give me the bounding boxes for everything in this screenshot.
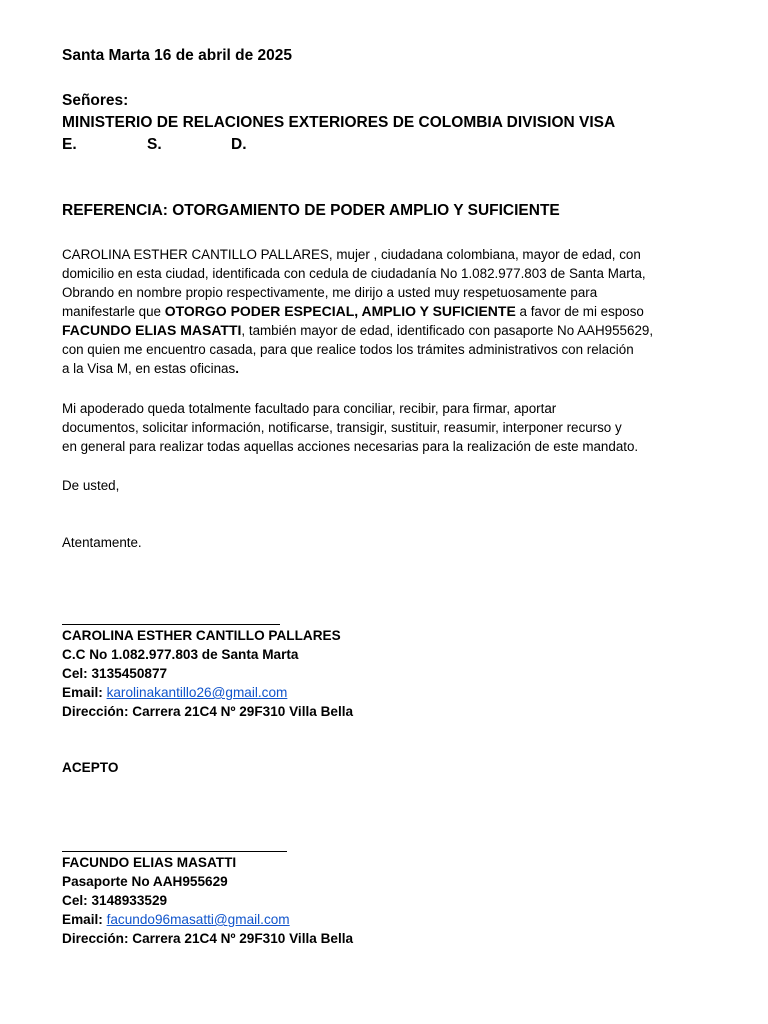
p1-text: , también mayor de edad, identificado con pasaporte No AAH955629, [241, 323, 654, 338]
signer-1-address: Dirección: Carrera 21C4 Nº 29F310 Villa Bella [62, 704, 354, 719]
email-label: Email: [62, 912, 107, 927]
paragraph-1 [62, 245, 672, 378]
esd-s: S. [147, 136, 162, 153]
p1-text: a favor de mi esposo [515, 304, 644, 319]
signer-2-name: FACUNDO ELIAS MASATTI [62, 855, 237, 870]
p1-line [62, 302, 672, 321]
p1-text: manifestarle que [62, 304, 165, 319]
recipient: MINISTERIO DE RELACIONES EXTERIORES DE COLOMBIA DIVISION VISA [62, 114, 616, 131]
p1-line [62, 359, 672, 378]
grant-phrase: OTORGO PODER ESPECIAL, AMPLIO Y SUFICIENTE [164, 303, 516, 319]
p2-line: en general para realizar todas aquellas acciones necesarias para la realización de este mandato. [62, 439, 639, 454]
signature-line-1 [62, 624, 280, 625]
p1-period: . [235, 361, 239, 376]
signer-2-address: Dirección: Carrera 21C4 Nº 29F310 Villa Bella [62, 931, 354, 946]
p1-line: domicilio en esta ciudad, identificada con cedula de ciudadanía No 1.082.977.803 de Santa Marta, [62, 266, 646, 281]
p1-text: a la Visa M, en estas oficinas [62, 361, 236, 376]
closing-sincerely: Atentamente. [62, 535, 142, 550]
signer-2-email-link[interactable]: facundo96masatti@gmail.com [106, 912, 290, 927]
p1-line: Obrando en nombre propio respectivamente, me dirijo a usted muy respetuosamente para [62, 285, 598, 300]
email-label: Email: [62, 685, 107, 700]
signer-1-email-link[interactable]: karolinakantillo26@gmail.com [106, 685, 288, 700]
esd-line [62, 136, 247, 154]
date-line: Santa Marta 16 de abril de 2025 [62, 47, 293, 64]
p1-line [62, 321, 672, 340]
signer-1-name: CAROLINA ESTHER CANTILLO PALLARES [62, 628, 341, 643]
esd-d: D. [231, 136, 247, 153]
signature-line-2 [62, 851, 287, 852]
signer-2-email-row [62, 910, 353, 929]
signer-2-phone: Cel: 3148933529 [62, 893, 168, 908]
esd-e: E. [62, 136, 77, 153]
accept-label: ACEPTO [62, 760, 119, 775]
signer-2-id: Pasaporte No AAH955629 [62, 874, 228, 889]
attorney-name: FACUNDO ELIAS MASATTI [62, 322, 242, 338]
p1-line: CAROLINA ESTHER CANTILLO PALLARES, mujer , ciudadana colombiana, mayor de edad, con [62, 247, 641, 262]
p2-line: Mi apoderado queda totalmente facultado para conciliar, recibir, para firmar, aportar [62, 401, 557, 416]
p1-line: con quien me encuentro casada, para que realice todos los trámites administrativos con relación [62, 342, 634, 357]
signer-1-phone: Cel: 3135450877 [62, 666, 168, 681]
signer-1-id: C.C No 1.082.977.803 de Santa Marta [62, 647, 299, 662]
reference-line: REFERENCIA: OTORGAMIENTO DE PODER AMPLIO Y SUFICIENTE [62, 202, 560, 219]
signer-1-email-row [62, 683, 353, 702]
signer-2-block [62, 853, 353, 948]
salutation: Señores: [62, 92, 129, 109]
closing-regards: De usted, [62, 478, 120, 493]
signer-1-block [62, 626, 353, 721]
p2-line: documentos, solicitar información, notificarse, transigir, sustituir, reasumir, interponer recurso y [62, 420, 622, 435]
paragraph-2 [62, 399, 672, 456]
